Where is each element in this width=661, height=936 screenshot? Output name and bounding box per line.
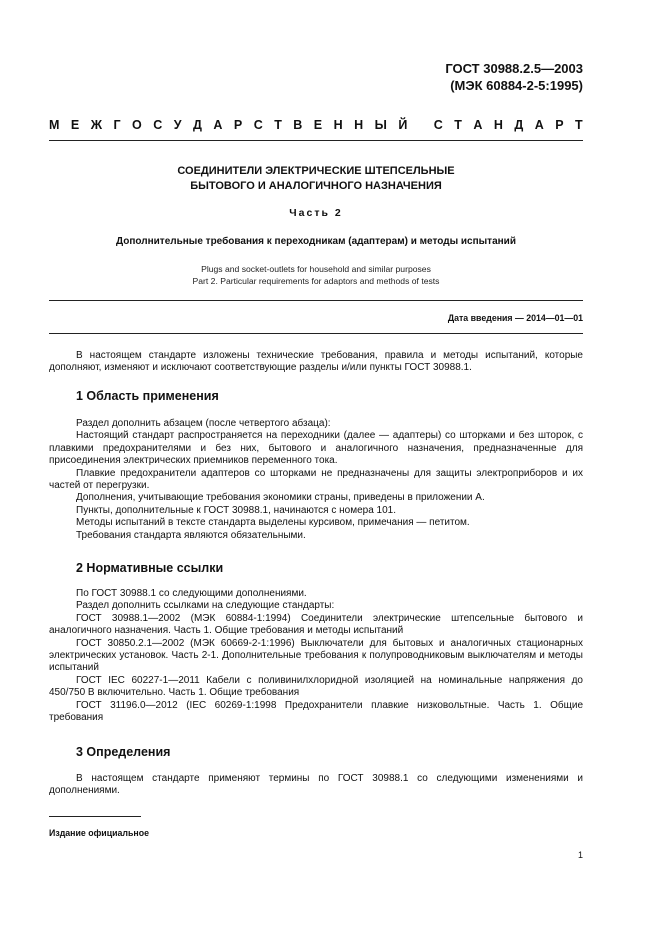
section-heading: 1 Область применения [76,389,219,403]
banner-letter: Т [274,118,282,132]
banner-letter: С [153,118,163,132]
document-subtitle: Дополнительные требования к переходникам (адаптерам) и методы испытаний [116,236,516,247]
page-number: 1 [577,850,583,860]
banner-letter: А [473,118,483,132]
banner-letter: С [253,118,263,132]
edition-label: Издание официальное [49,828,149,838]
section-heading: 2 Нормативные ссылки [76,561,224,575]
paragraph: Требования стандарта являются обязательными. [76,529,306,541]
part-label: Часть 2 [289,207,343,219]
banner-letter: Е [70,118,80,132]
paragraph: ГОСТ 30850.2.1—2002 (МЭК 60669-2-1:1996) Выключатели для бытовых и аналогичных стационарных электрических установок. Часть 2-1. Дополнительные требования к полупроводниковым выключателям и методы испытаний [49,637,583,674]
paragraph: В настоящем стандарте изложены технические требования, правила и методы испытаний, которые дополняют, изменяют и исключают соответствующие разделы и/или пункты ГОСТ 30988.1. [49,350,583,374]
banner-letter: Н [333,118,343,132]
banner-letter: Д [514,118,524,132]
banner-letter: В [293,118,303,132]
standard-number-block [445,60,583,94]
document-title [49,164,583,194]
banner-letter: О [132,118,142,132]
intro-paragraph [49,350,583,375]
banner-letter: Т [454,118,462,132]
paragraph: ГОСТ IEC 60227-1—2011 Кабели с поливинилхлоридной изоляцией на номинальные напряжения до 450/750 В включительно. Часть 1. Общие требования [49,674,583,699]
banner-letter: М [49,118,60,132]
paragraph: ГОСТ 30988.1—2002 (МЭК 60884-1:1994) Соединители электрические штепсельные бытового и аналогичного назначения. Часть 1. Общие требования и методы испытаний [49,612,583,637]
banner-letter: А [534,118,544,132]
paragraph: Методы испытаний в тексте стандарта выделены курсивом, примечания — петитом. [76,517,470,529]
paragraph: По ГОСТ 30988.1 со следующими дополнениями. [76,588,307,599]
english-title [49,263,583,287]
banner-letter: Ы [374,118,387,132]
banner-letter: Р [555,118,564,132]
banner-letter: Г [113,118,121,132]
divider [49,333,583,334]
banner-letter: Н [354,118,364,132]
divider [49,300,583,301]
title-line: СОЕДИНИТЕЛИ ЭЛЕКТРИЧЕСКИЕ ШТЕПСЕЛЬНЫЕ [177,165,455,177]
banner-letter: У [173,118,182,132]
standard-iec-reference: (МЭК 60884-2-5:1995) [450,78,583,93]
standard-number: ГОСТ 30988.2.5—2003 [445,61,583,76]
effective-date: Дата введения — 2014—01—01 [447,313,583,323]
banner-letter: Т [575,118,583,132]
paragraph: Дополнения, учитывающие требования экономики страны, приведены в приложении А. [76,492,485,504]
banner-letter: С [433,118,443,132]
banner-letter: Й [398,118,408,132]
banner-letter: Н [493,118,503,132]
english-title-line: Part 2. Particular requirements for adaptors and methods of tests [192,276,440,286]
section-2-body [49,588,583,724]
paragraph: Плавкие предохранители адаптеров со шторками не предназначены для защиты электроприборов и их частей от перегрузки. [49,467,583,492]
section-heading: 3 Определения [76,745,171,759]
paragraph: Раздел дополнить ссылками на следующие стандарты: [76,600,335,612]
banner-gap [419,118,422,132]
paragraph: ГОСТ 31196.0—2012 (IEC 60269-1:1998 Предохранители плавкие низковольтные. Часть 1. Общие требования [49,699,583,724]
banner-letter: Р [233,118,243,132]
title-line: БЫТОВОГО И АНАЛОГИЧНОГО НАЗНАЧЕНИЯ [190,180,442,192]
banner-letter: Ж [90,118,103,132]
paragraph: В настоящем стандарте применяют термины по ГОСТ 30988.1 со следующими изменениями и дополнениями. [49,773,583,797]
section-3-body [49,773,583,798]
section-1-body [49,418,583,542]
banner-letter: Д [193,118,202,132]
english-title-line: Plugs and socket-outlets for household and similar purposes [201,264,431,274]
interstate-standard-banner [49,118,583,132]
divider [49,140,583,141]
footnote-rule [49,816,141,817]
paragraph: Пункты, дополнительные к ГОСТ 30988.1, начинаются с номера 101. [76,504,397,516]
paragraph: Настоящий стандарт распространяется на переходники (далее — адаптеры) со шторками и без шторок, с плавкими предохранителями и без них, бытового и аналогичного назначения, предназначенные для присоединения электрических приемников переменного тока. [49,430,583,467]
banner-letter: Е [313,118,323,132]
banner-letter: А [213,118,223,132]
paragraph: Раздел дополнить абзацем (после четвертого абзаца): [76,418,331,429]
